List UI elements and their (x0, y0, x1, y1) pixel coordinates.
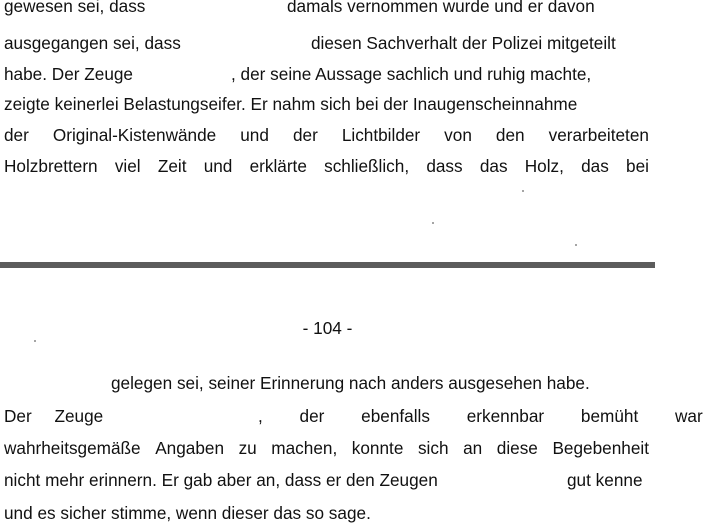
word: von (444, 125, 472, 145)
text-line-9 (4, 438, 649, 458)
text-line-2a: ausgegangen sei, dass (4, 33, 181, 53)
word: viel (114, 156, 141, 176)
text-line-8a: Der Zeuge (4, 406, 104, 426)
word: machen, (271, 438, 338, 458)
text-line-6 (4, 156, 649, 176)
word: sich (417, 438, 449, 458)
word: Zeit (157, 156, 187, 176)
word: an (463, 438, 483, 458)
scan-speck (432, 222, 434, 224)
word: diese (496, 438, 538, 458)
word: dass (426, 156, 463, 176)
word: den (495, 125, 525, 145)
text-line-5 (4, 125, 649, 145)
scan-speck (34, 340, 36, 342)
scan-speck (522, 190, 524, 192)
word: Lichtbilder (341, 125, 421, 145)
scan-speck (575, 244, 577, 246)
text-line-3a: habe. Der Zeuge (4, 64, 133, 84)
word: schließlich, (324, 156, 410, 176)
word: Original-Kistenwände (52, 125, 217, 145)
page-break-divider (0, 262, 655, 268)
word: der (292, 125, 318, 145)
word: bei (626, 156, 649, 176)
word: Angaben (155, 438, 225, 458)
page-number: - 104 - (302, 318, 353, 338)
word: zu (238, 438, 257, 458)
word: das (581, 156, 609, 176)
text-line-10b: gut kenne (567, 470, 643, 490)
text-line-1b: damals vernommen wurde und er davon (287, 0, 595, 16)
text-line-2b: diesen Sachverhalt der Polizei mitgeteilt (311, 33, 616, 53)
word: konnte (351, 438, 404, 458)
text-line-11: und es sicher stimme, wenn dieser das so sage. (4, 503, 371, 523)
text-line-10a: nicht mehr erinnern. Er gab aber an, dass er den Zeugen (4, 470, 438, 490)
text-line-1a: gewesen sei, dass (4, 0, 146, 16)
word: erklärte (249, 156, 307, 176)
word: verarbeiteten (548, 125, 649, 145)
word: Holz, (524, 156, 564, 176)
word: und (203, 156, 233, 176)
text-line-7: gelegen sei, seiner Erinnerung nach anders ausgesehen habe. (111, 373, 590, 393)
word: und (240, 125, 269, 145)
word: der (4, 125, 29, 145)
word: Begebenheit (552, 438, 649, 458)
text-line-3b: , der seine Aussage sachlich und ruhig machte, (231, 64, 592, 84)
word: das (479, 156, 508, 176)
text-line-8b: , der ebenfalls erkennbar bemüht war (258, 406, 703, 426)
word: Holzbrettern (4, 156, 98, 176)
word: wahrheitsgemäße (4, 438, 141, 458)
text-line-4: zeigte keinerlei Belastungseifer. Er nahm sich bei der Inaugenscheinnahme (4, 94, 578, 114)
